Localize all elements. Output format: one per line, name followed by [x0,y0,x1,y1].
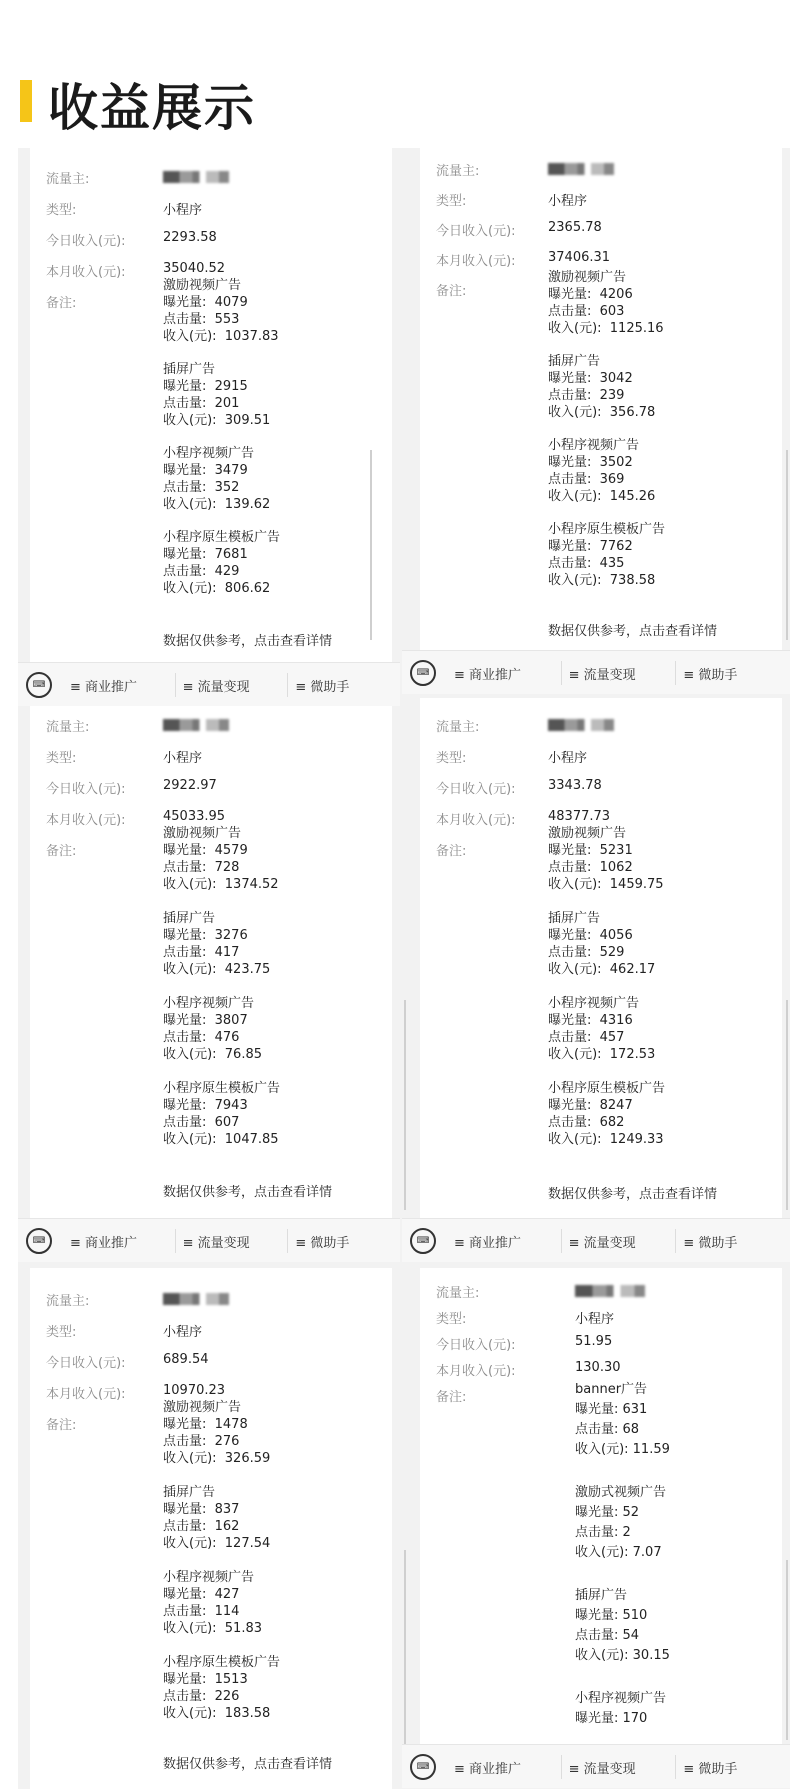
ad-block [163,1484,270,1552]
ad-block [163,825,279,893]
details-link[interactable]: 数据仅供参考，点击查看详情 [548,1187,718,1202]
title-accent-bar [20,80,32,122]
page-title: 收益展示 [48,79,256,137]
ad-expo: 曝光量: 4579 [163,843,248,858]
ad-name: 激励视频广告 [163,826,242,841]
label-type: 类型: [436,194,467,209]
scrollbar[interactable] [786,450,788,640]
value-type: 小程序 [163,1325,203,1340]
ad-block [548,995,655,1063]
ad-expo: 曝光量: 5231 [548,843,633,858]
ad-income: 收入(元): 1374.52 [163,877,279,892]
scrollbar[interactable] [404,1550,406,1760]
bottom-tabbar [402,1744,790,1788]
ad-block [548,825,664,893]
ad-expo: 曝光量: 4206 [548,287,633,302]
value-today: 3343.78 [548,778,602,793]
ad-expo: 曝光量: 837 [163,1502,240,1517]
label-note: 备注: [436,284,467,299]
details-link[interactable]: 数据仅供参考，点击查看详情 [163,1185,333,1200]
ad-income: 收入(元): 127.54 [163,1536,271,1551]
ad-name: banner广告 [575,1382,648,1397]
label-month: 本月收入(元): [436,813,516,828]
tab-divider [675,661,676,685]
tab-1[interactable]: ≡ 商业推广 [70,1236,138,1251]
tab-1[interactable]: ≡ 商业推广 [454,668,522,683]
ad-block [163,529,280,597]
keyboard-icon[interactable]: ⌨ [410,1754,436,1780]
ad-expo: 曝光量: 52 [575,1505,640,1520]
ad-click: 点击量: 239 [548,388,625,403]
value-type: 小程序 [163,203,203,218]
ad-income: 收入(元): 1459.75 [548,877,664,892]
label-owner: 流量主: [46,172,90,187]
ad-name: 插屏广告 [548,354,601,369]
ad-click: 点击量: 457 [548,1030,625,1045]
ad-income: 收入(元): 1037.83 [163,329,279,344]
ad-name: 激励式视频广告 [575,1485,667,1500]
ad-click: 点击量: 162 [163,1519,240,1534]
ad-block [548,353,655,421]
ad-block [163,1080,280,1148]
label-type: 类型: [46,203,77,218]
ad-expo: 曝光量: 3479 [163,463,248,478]
label-note: 备注: [46,296,77,311]
ad-click: 点击量: 682 [548,1115,625,1130]
ad-click: 点击量: 54 [575,1628,640,1643]
ad-click: 点击量: 435 [548,556,625,571]
ad-block [163,1569,262,1637]
ad-income: 收入(元): 7.07 [575,1545,662,1560]
ad-expo: 曝光量: 4056 [548,928,633,943]
ad-block [163,995,262,1063]
tab-2[interactable]: ≡ 流量变现 [182,1236,250,1251]
ad-click: 点击量: 369 [548,472,625,487]
ad-name: 插屏广告 [163,1485,216,1500]
ad-name: 小程序原生模板广告 [163,530,281,545]
ad-block [163,277,279,345]
ad-name: 小程序视频广告 [163,996,255,1011]
ad-block [163,1654,280,1722]
label-today: 今日收入(元): [46,1356,126,1371]
ad-name: 插屏广告 [163,911,216,926]
income-card-3[interactable] [30,698,392,1218]
owner-name-redacted [575,1285,645,1297]
label-month: 本月收入(元): [436,1364,516,1379]
ad-expo: 曝光量: 3042 [548,371,633,386]
ad-name: 小程序原生模板广告 [548,522,666,537]
ad-income: 收入(元): 30.15 [575,1648,670,1663]
ad-block [548,521,665,589]
scrollbar[interactable] [370,450,372,640]
label-today: 今日收入(元): [46,782,126,797]
scrollbar[interactable] [786,1000,788,1210]
ad-click: 点击量: 201 [163,396,240,411]
ad-block [163,1399,270,1467]
label-month: 本月收入(元): [46,813,126,828]
label-type: 类型: [436,1312,467,1327]
ad-click: 点击量: 2 [575,1525,631,1540]
details-link[interactable]: 数据仅供参考，点击查看详情 [548,624,718,639]
ad-expo: 曝光量: 4079 [163,295,248,310]
ad-expo: 曝光量: 3807 [163,1013,248,1028]
ad-name: 激励视频广告 [163,278,242,293]
tab-divider [675,1229,676,1253]
ad-expo: 曝光量: 2915 [163,379,248,394]
label-owner: 流量主: [436,1286,480,1301]
ad-expo: 曝光量: 631 [575,1402,648,1417]
ad-click: 点击量: 607 [163,1115,240,1130]
ad-block [163,910,270,978]
ad-name: 小程序原生模板广告 [163,1655,281,1670]
ad-income: 收入(元): 1249.33 [548,1132,664,1147]
ad-block [548,269,664,337]
bottom-tabbar [402,1218,790,1262]
ad-name: 激励视频广告 [548,826,627,841]
ad-block [163,445,270,513]
ad-click: 点击量: 553 [163,312,240,327]
ad-income: 收入(元): 51.83 [163,1621,263,1636]
ad-block [548,910,655,978]
label-today: 今日收入(元): [436,782,516,797]
tab-divider [175,1229,176,1253]
label-today: 今日收入(元): [436,1338,516,1353]
tab-2[interactable]: ≡ 流量变现 [568,1762,636,1777]
label-month: 本月收入(元): [436,254,516,269]
ad-income: 收入(元): 139.62 [163,497,271,512]
details-link[interactable]: 数据仅供参考，点击查看详情 [163,1757,333,1772]
tab-1[interactable]: ≡ 商业推广 [454,1762,522,1777]
ad-click: 点击量: 417 [163,945,240,960]
ad-click: 点击量: 529 [548,945,625,960]
income-card-4[interactable] [420,698,782,1218]
ad-click: 点击量: 226 [163,1689,240,1704]
ad-income: 收入(元): 806.62 [163,581,271,596]
tab-divider [561,661,562,685]
keyboard-icon[interactable]: ⌨ [410,660,436,686]
value-today: 2922.97 [163,778,217,793]
ad-expo: 曝光量: 8247 [548,1098,633,1113]
ad-click: 点击量: 429 [163,564,240,579]
label-type: 类型: [436,751,467,766]
ad-income: 收入(元): 356.78 [548,405,656,420]
ad-name: 小程序视频广告 [163,1570,255,1585]
tab-3[interactable]: ≡ 微助手 [683,1762,738,1777]
value-month: 35040.52 [163,261,226,276]
keyboard-icon[interactable]: ⌨ [26,672,52,698]
ad-name: 插屏广告 [163,362,216,377]
ad-click: 点击量: 1062 [548,860,633,875]
ad-expo: 曝光量: 7762 [548,539,633,554]
value-month: 10970.23 [163,1383,226,1398]
keyboard-icon[interactable]: ⌨ [410,1228,436,1254]
ad-name: 插屏广告 [548,911,601,926]
label-today: 今日收入(元): [436,224,516,239]
ad-name: 小程序视频广告 [575,1691,667,1706]
ad-expo: 曝光量: 7681 [163,547,248,562]
ad-income: 收入(元): 172.53 [548,1047,656,1062]
ad-click: 点击量: 728 [163,860,240,875]
ad-name: 插屏广告 [575,1588,628,1603]
tab-2[interactable]: ≡ 流量变现 [568,668,636,683]
tab-divider [287,1229,288,1253]
ad-expo: 曝光量: 427 [163,1587,240,1602]
ad-block [548,1080,665,1148]
ad-income: 收入(元): 462.17 [548,962,656,977]
bottom-tabbar [402,650,790,694]
value-today: 51.95 [575,1334,613,1349]
label-note: 备注: [436,1390,467,1405]
ad-expo: 曝光量: 3502 [548,455,633,470]
ad-expo: 曝光量: 1513 [163,1672,248,1687]
value-month: 48377.73 [548,809,611,824]
label-note: 备注: [46,844,77,859]
tab-divider [175,673,176,697]
ad-expo: 曝光量: 4316 [548,1013,633,1028]
label-type: 类型: [46,1325,77,1340]
income-card-6[interactable] [420,1268,782,1744]
tab-divider [561,1229,562,1253]
ad-expo: 曝光量: 510 [575,1608,648,1623]
ad-income: 收入(元): 309.51 [163,413,271,428]
value-month: 45033.95 [163,809,226,824]
ad-name: 小程序视频广告 [548,438,640,453]
ad-click: 点击量: 68 [575,1422,640,1437]
ad-expo: 曝光量: 170 [575,1711,648,1726]
owner-name-redacted [548,163,614,175]
value-month: 130.30 [575,1360,621,1375]
details-link[interactable]: 数据仅供参考，点击查看详情 [163,634,333,649]
income-card-1[interactable] [30,148,392,662]
ad-income: 收入(元): 145.26 [548,489,656,504]
ad-name: 小程序视频广告 [548,996,640,1011]
ad-name: 小程序视频广告 [163,446,255,461]
ad-click: 点击量: 352 [163,480,240,495]
value-month: 37406.31 [548,250,611,265]
keyboard-icon[interactable]: ⌨ [26,1228,52,1254]
ad-block [575,1689,666,1729]
tab-2[interactable]: ≡ 流量变现 [568,1236,636,1251]
ad-income: 收入(元): 1125.16 [548,321,664,336]
income-card-5[interactable] [30,1268,392,1789]
ad-income: 收入(元): 1047.85 [163,1132,279,1147]
label-today: 今日收入(元): [46,234,126,249]
income-card-2[interactable] [420,148,782,650]
ad-income: 收入(元): 326.59 [163,1451,271,1466]
ad-name: 激励视频广告 [163,1400,242,1415]
value-type: 小程序 [575,1312,615,1327]
label-owner: 流量主: [46,720,90,735]
ad-expo: 曝光量: 1478 [163,1417,248,1432]
label-month: 本月收入(元): [46,265,126,280]
ad-name: 激励视频广告 [548,270,627,285]
tab-3[interactable]: ≡ 微助手 [295,1236,350,1251]
owner-name-redacted [163,719,229,731]
value-type: 小程序 [163,751,203,766]
label-owner: 流量主: [436,164,480,179]
ad-income: 收入(元): 423.75 [163,962,271,977]
ad-block [548,437,655,505]
value-today: 689.54 [163,1352,209,1367]
ad-income: 收入(元): 11.59 [575,1442,670,1457]
tab-3[interactable]: ≡ 微助手 [683,1236,738,1251]
ad-click: 点击量: 114 [163,1604,240,1619]
owner-name-redacted [548,719,614,731]
value-today: 2293.58 [163,230,217,245]
ad-click: 点击量: 603 [548,304,625,319]
tab-1[interactable]: ≡ 商业推广 [70,680,138,695]
value-today: 2365.78 [548,220,602,235]
tab-divider [561,1755,562,1779]
ad-block [575,1586,670,1666]
ad-block [575,1483,666,1563]
label-note: 备注: [46,1418,77,1433]
ad-click: 点击量: 476 [163,1030,240,1045]
ad-expo: 曝光量: 7943 [163,1098,248,1113]
tab-divider [675,1755,676,1779]
ad-name: 小程序原生模板广告 [163,1081,281,1096]
label-type: 类型: [46,751,77,766]
label-owner: 流量主: [436,720,480,735]
ad-income: 收入(元): 738.58 [548,573,656,588]
ad-name: 小程序原生模板广告 [548,1081,666,1096]
label-month: 本月收入(元): [46,1387,126,1402]
scrollbar[interactable] [404,1000,406,1210]
ad-income: 收入(元): 183.58 [163,1706,271,1721]
tab-divider [287,673,288,697]
tab-1[interactable]: ≡ 商业推广 [454,1236,522,1251]
tab-2[interactable]: ≡ 流量变现 [182,680,250,695]
ad-block [575,1380,670,1460]
ad-block [163,361,270,429]
owner-name-redacted [163,1293,229,1305]
bottom-tabbar [18,1218,400,1262]
label-note: 备注: [436,844,467,859]
owner-name-redacted [163,171,229,183]
tab-3[interactable]: ≡ 微助手 [295,680,350,695]
scrollbar[interactable] [786,1560,788,1740]
label-owner: 流量主: [46,1294,90,1309]
value-type: 小程序 [548,751,588,766]
ad-income: 收入(元): 76.85 [163,1047,263,1062]
value-type: 小程序 [548,194,588,209]
ad-expo: 曝光量: 3276 [163,928,248,943]
bottom-tabbar [18,662,400,706]
tab-3[interactable]: ≡ 微助手 [683,668,738,683]
page-header [0,62,800,142]
ad-click: 点击量: 276 [163,1434,240,1449]
